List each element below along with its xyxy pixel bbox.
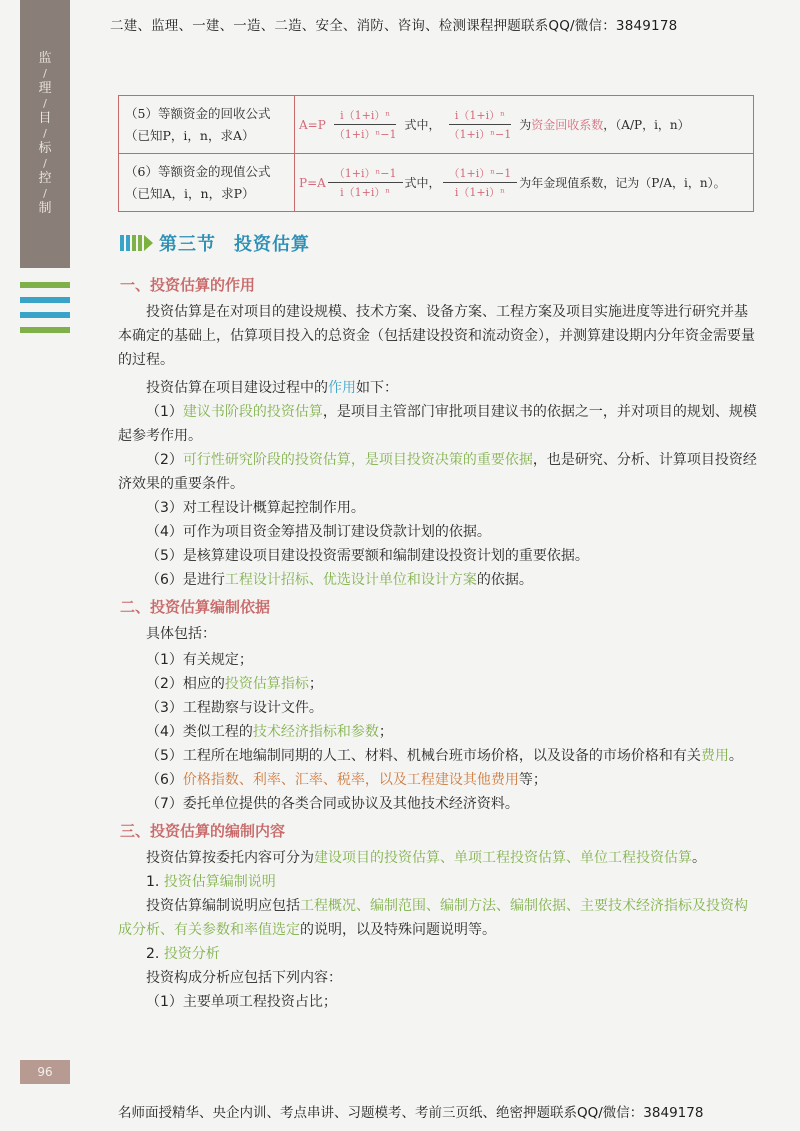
- list-item: （1）主要单项工程投资占比；: [146, 994, 337, 1010]
- list-item: （7）委托单位提供的各类合同或协议及其他技术经济资料。: [146, 796, 519, 812]
- stripe: [20, 327, 70, 333]
- formula-label: （6）等额资金的现值公式（已知A，i，n，求P）: [119, 154, 295, 212]
- section-number: 第三节: [159, 234, 216, 255]
- side-tab-char: 制: [38, 201, 52, 216]
- paragraph: 投资估算在项目建设过程中的作用如下：: [146, 380, 398, 396]
- side-tab-char: 监: [38, 51, 52, 66]
- heading-role: 一、投资估算的作用: [120, 276, 256, 294]
- fraction-numerator: （1+i）ⁿ−1: [443, 165, 518, 183]
- list-item: （3）工程勘察与设计文件。: [146, 700, 323, 716]
- fraction: [443, 165, 518, 200]
- formula-table: [118, 95, 754, 212]
- fraction-denominator: i（1+i）ⁿ: [454, 186, 505, 199]
- fraction: [328, 107, 403, 142]
- side-tab-sep: /: [43, 97, 47, 110]
- formula-highlight: 资金回收系数: [531, 118, 604, 132]
- list-item: （3）对工程设计概算起控制作用。: [146, 500, 365, 516]
- header-contact: 二建、监理、一建、一造、二造、安全、消防、咨询、检测课程押题联系QQ/微信：3849178: [110, 18, 678, 34]
- side-tab-char: 理: [38, 81, 52, 96]
- paragraph: 投资构成分析应包括下列内容：: [146, 970, 342, 986]
- paragraph: 投资估算按委托内容可分为建设项目的投资估算、单项工程投资估算、单位工程投资估算。: [146, 850, 706, 866]
- fraction-denominator: （1+i）ⁿ−1: [448, 128, 512, 141]
- heading-basis: 二、投资估算编制依据: [120, 598, 271, 616]
- formula-label: （5）等额资金的回收公式（已知P，i，n，求A）: [119, 96, 295, 154]
- formula-tail: ，（A/P，i，n）: [603, 118, 690, 132]
- page-number: 96: [20, 1060, 70, 1084]
- footer-contact: 名师面授精华、央企内训、考点串讲、习题模考、考前三页纸、绝密押题联系QQ/微信：3849178: [118, 1105, 704, 1121]
- side-tab-sep: /: [43, 187, 47, 200]
- stripe: [20, 282, 70, 288]
- list-item: （2）相应的投资估算指标；: [146, 676, 323, 692]
- side-tab-char: 控: [38, 171, 52, 186]
- fraction-denominator: i（1+i）ⁿ: [340, 186, 391, 199]
- formula-mid: 式中，: [404, 118, 441, 132]
- list-item: （5）工程所在地编制同期的人工、材料、机械台班市场价格，以及设备的市场价格和有关费用。: [146, 748, 743, 764]
- side-tab-char: 标: [38, 141, 52, 156]
- paragraph: 具体包括：: [146, 626, 216, 642]
- formula-tail: 为: [519, 118, 532, 132]
- list-item: （6）是进行工程设计招标、优选设计单位和设计方案的依据。: [146, 572, 533, 588]
- fraction-numerator: i（1+i）ⁿ: [449, 107, 511, 125]
- section-title: [159, 230, 310, 256]
- list-item: （4）类似工程的技术经济指标和参数；: [146, 724, 393, 740]
- list-item: （1）建议书阶段的投资估算，是项目主管部门审批项目建议书的依据之一，并对项目的规划、规模起参考作用。: [118, 404, 757, 444]
- fraction-numerator: i（1+i）ⁿ: [334, 107, 396, 125]
- heading-content: 三、投资估算的编制内容: [120, 822, 286, 840]
- paragraph: 投资估算是在对项目的建设规模、技术方案、设备方案、工程方案及项目实施进度等进行研究并基本确定的基础上，估算项目投入的总资金（包括建设投资和流动资金），并测算建设期内分年资金需要量的过程。: [118, 304, 755, 368]
- list-item: （1）有关规定；: [146, 652, 253, 668]
- chapter-side-tab: [20, 0, 70, 268]
- stripe: [20, 312, 70, 318]
- subheading: 2. 投资分析: [146, 946, 220, 962]
- list-item: （4）可作为项目资金筹措及制订建设贷款计划的依据。: [146, 524, 491, 540]
- side-tab-sep: /: [43, 127, 47, 140]
- formula-cell: [295, 96, 754, 154]
- formula-lead: P=A: [299, 175, 326, 190]
- table-row: [119, 154, 754, 212]
- formula-tail: 为年金现值系数，记为（P/A，i，n）。: [519, 176, 726, 190]
- fraction-denominator: （1+i）ⁿ−1: [333, 128, 397, 141]
- paragraph: 投资估算编制说明应包括工程概况、编制范围、编制方法、编制依据、主要技术经济指标及投资构成分析、有关参数和率值选定的说明，以及特殊问题说明等。: [118, 898, 748, 938]
- side-stripes: [20, 282, 70, 342]
- section-bars-icon: [120, 235, 153, 251]
- side-tab-sep: /: [43, 157, 47, 170]
- formula-lead: A=P: [299, 117, 326, 132]
- table-row: [119, 96, 754, 154]
- fraction-numerator: （1+i）ⁿ−1: [328, 165, 403, 183]
- side-tab-char: 目: [38, 111, 52, 126]
- stripe: [20, 297, 70, 303]
- list-item: （6）价格指数、利率、汇率、税率，以及工程建设其他费用等；: [146, 772, 547, 788]
- fraction: [328, 165, 403, 200]
- fraction: [443, 107, 518, 142]
- section-name: 投资估算: [234, 234, 310, 255]
- list-item: （2）可行性研究阶段的投资估算，是项目投资决策的重要依据，也是研究、分析、计算项目投资经济效果的重要条件。: [118, 452, 757, 492]
- formula-cell: [295, 154, 754, 212]
- list-item: （5）是核算建设项目建设投资需要额和编制建设投资计划的重要依据。: [146, 548, 589, 564]
- subheading: 1. 投资估算编制说明: [146, 874, 276, 890]
- side-tab-sep: /: [43, 67, 47, 80]
- formula-mid: 式中，: [404, 176, 441, 190]
- section-heading: [120, 230, 310, 256]
